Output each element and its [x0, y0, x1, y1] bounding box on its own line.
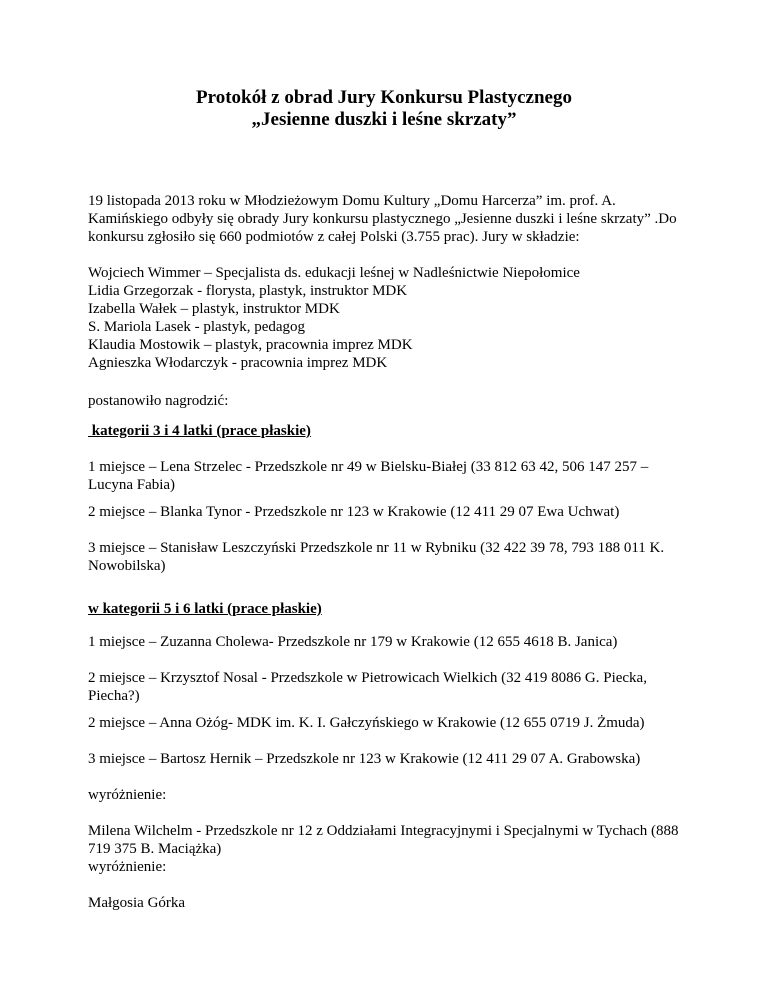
award-entry: 2 miejsce – Anna Ożóg- MDK im. K. I. Gałczyńskiego w Krakowie (12 655 0719 J. Żmuda): [88, 715, 645, 731]
jury-member: Agnieszka Włodarczyk - pracownia imprez MDK: [88, 355, 388, 371]
category-heading-3-4: kategorii 3 i 4 latki (prace płaskie): [88, 423, 311, 439]
decision-text: postanowiło nagrodzić:: [88, 393, 229, 409]
award-entry: 1 miejsce – Lena Strzelec - Przedszkole nr 49 w Bielsku-Białej (33 812 63 42, 506 147 257 – Lucyna Fabia): [88, 459, 649, 493]
distinction-entry: Milena Wilchelm - Przedszkole nr 12 z Oddziałami Integracyjnymi i Specjalnymi w Tychach (888 719 375 B. Maciążka): [88, 823, 679, 857]
document-title-line-2: „Jesienne duszki i leśne skrzaty”: [251, 109, 517, 130]
award-entry: 1 miejsce – Zuzanna Cholewa- Przedszkole nr 179 w Krakowie (12 655 4618 B. Janica): [88, 634, 618, 650]
jury-member: Lidia Grzegorzak - florysta, plastyk, instruktor MDK: [88, 283, 408, 299]
jury-member: Klaudia Mostowik – plastyk, pracownia imprez MDK: [88, 337, 413, 353]
document-title-line-1: Protokół z obrad Jury Konkursu Plastycznego: [196, 87, 572, 108]
award-entry: 2 miejsce – Blanka Tynor - Przedszkole nr 123 w Krakowie (12 411 29 07 Ewa Uchwat): [88, 504, 620, 520]
award-entry: 3 miejsce – Stanisław Leszczyński Przedszkole nr 11 w Rybniku (32 422 39 78, 793 188 011 K. Nowobilska): [88, 540, 665, 574]
jury-member: Izabella Wałek – plastyk, instruktor MDK: [88, 301, 340, 317]
category-heading-5-6: w kategorii 5 i 6 latki (prace płaskie): [88, 601, 322, 617]
jury-member: S. Mariola Lasek - plastyk, pedagog: [88, 319, 306, 335]
award-entry: 2 miejsce – Krzysztof Nosal - Przedszkole w Pietrowicach Wielkich (32 419 8086 G. Piecka, Piecha?): [88, 670, 647, 704]
award-entry: 3 miejsce – Bartosz Hernik – Przedszkole nr 123 w Krakowie (12 411 29 07 A. Grabowska): [88, 751, 641, 767]
intro-paragraph: 19 listopada 2013 roku w Młodzieżowym Domu Kultury „Domu Harcerza” im. prof. A. Kamińskiego odbyły się obrady Jury konkursu plastycznego „Jesienne duszki i leśne skrzaty” .Do konkursu zgłosiło się 660 podmiotów z całej Polski (3.755 prac). Jury w składzie:: [88, 193, 677, 245]
distinction-label: wyróżnienie:: [88, 859, 167, 875]
jury-member: Wojciech Wimmer – Specjalista ds. edukacji leśnej w Nadleśnictwie Niepołomice: [88, 265, 580, 281]
distinction-label: wyróżnienie:: [88, 787, 167, 803]
distinction-entry: Małgosia Górka: [88, 895, 186, 911]
